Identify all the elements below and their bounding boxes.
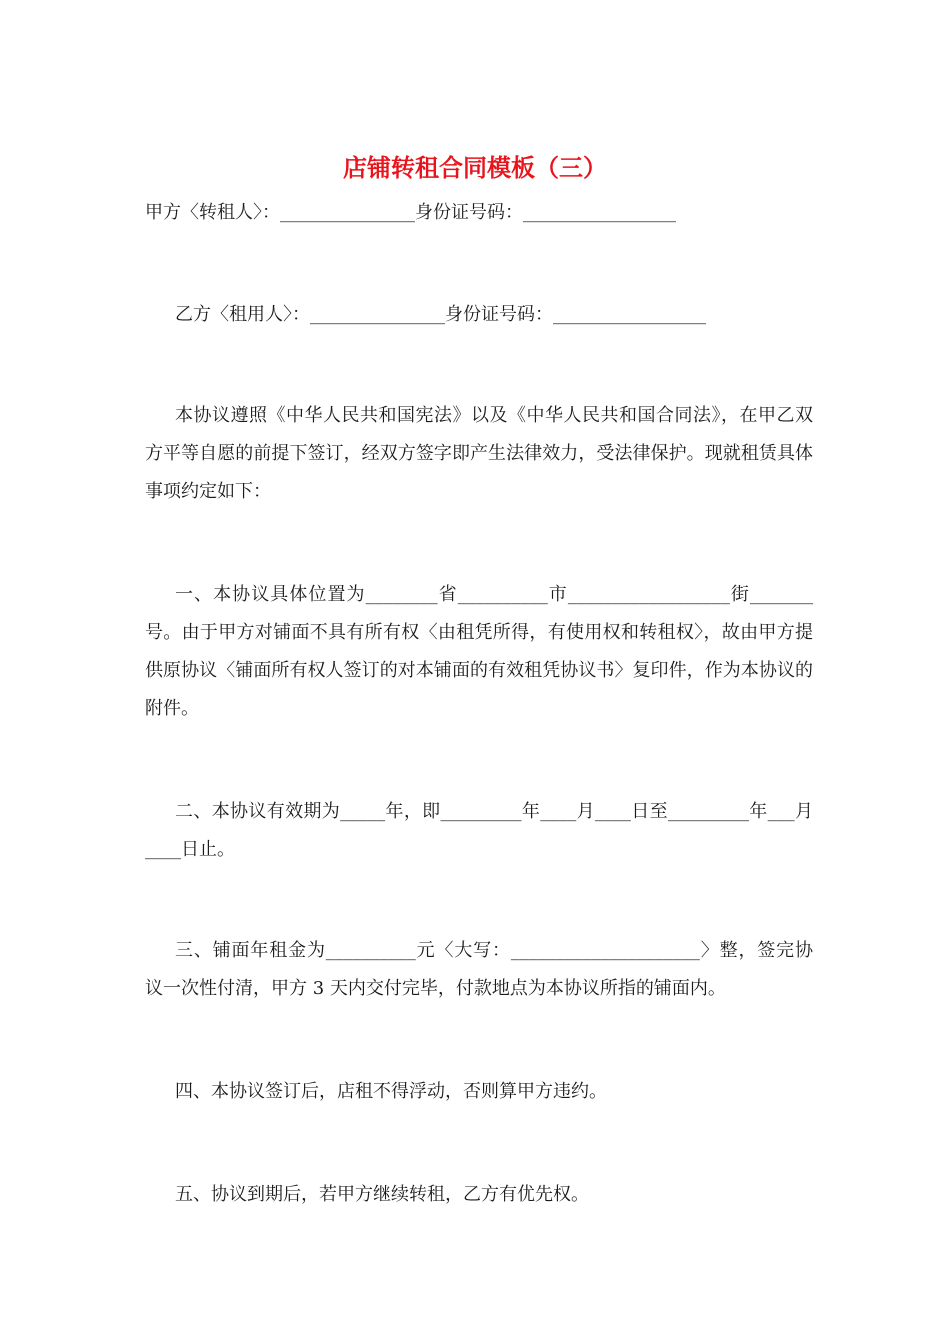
party-a-line: 甲方〈转租人〉：_______________身份证号码：_________________: [145, 202, 676, 223]
document-title: 店铺转租合同模板（三）: [343, 154, 607, 182]
clause-3-paragraph: 三、铺面年租金为__________元〈大写：_____________________〉整，签完协议一次性付清，甲方 3 天内交付完毕，付款地点为本协议所指的铺面内。: [145, 940, 813, 999]
intro-paragraph: 本协议遵照《中华人民共和国宪法》以及《中华人民共和国合同法》，在甲乙双方平等自愿的前提下签订，经双方签字即产生法律效力，受法律保护。现就租赁具体事项约定如下：: [145, 405, 813, 502]
clause-5-paragraph: 五、协议到期后，若甲方继续转租，乙方有优先权。: [175, 1184, 589, 1205]
clause-2-paragraph: 二、本协议有效期为_____年，即_________年____月____日至_________年___月____日止。: [145, 801, 813, 860]
clause-1-paragraph: 一、本协议具体位置为________省__________市__________________街_______号。由于甲方对铺面不具有所有权〈由租凭所得，有使用权和转租权〉，故由甲方提供原协议〈铺面所有权人签订的对本铺面的有效租凭协议书〉复印件，作为本协议的附件。: [145, 584, 813, 719]
clause-4-paragraph: 四、本协议签订后，店租不得浮动，否则算甲方违约。: [175, 1081, 607, 1102]
party-b-line: 乙方〈租用人〉：_______________身份证号码：_________________: [175, 304, 706, 325]
